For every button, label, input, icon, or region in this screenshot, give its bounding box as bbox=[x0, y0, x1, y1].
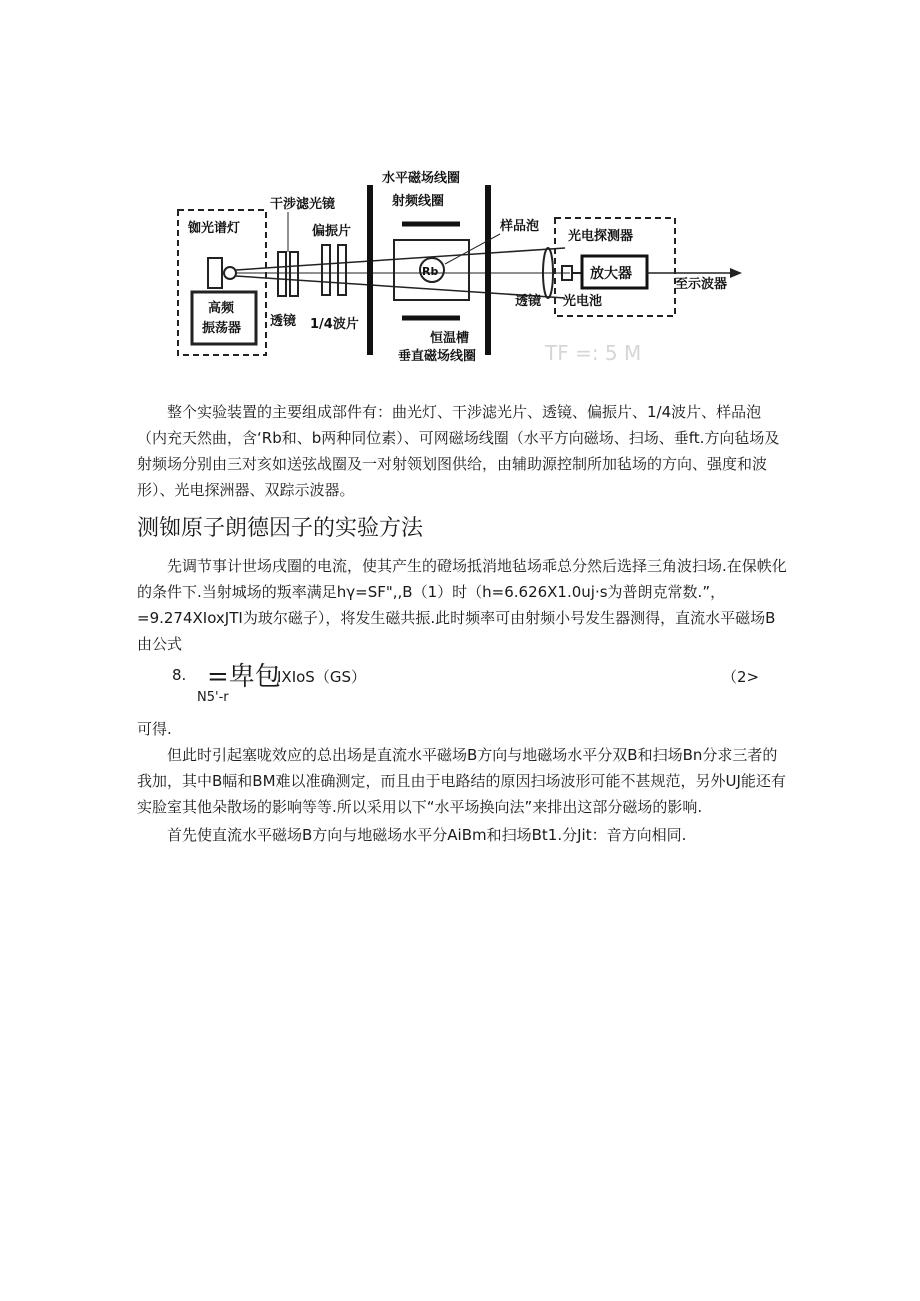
lens-left-label: 透镜 bbox=[270, 314, 297, 329]
oscillator-label-2: 振荡器 bbox=[202, 321, 242, 336]
oven-label: 恒温槽 bbox=[430, 331, 470, 346]
oscillator-label-1: 高频 bbox=[208, 301, 235, 316]
polarizer-label: 偏振片 bbox=[312, 224, 352, 239]
oscillator-box bbox=[192, 292, 256, 344]
detector-label: 光电探测器 bbox=[568, 229, 634, 244]
rf-coil-label: 射频线圈 bbox=[392, 194, 445, 209]
horizontal-coil-label: 水平磁场线圈 bbox=[382, 171, 461, 186]
equation-label: （2> bbox=[722, 668, 760, 686]
formula-block bbox=[137, 660, 787, 710]
vertical-coil-label: 垂直磁场线圈 bbox=[398, 349, 477, 364]
lamp-bulb bbox=[224, 267, 236, 279]
filter-label: 干涉滤光镜 bbox=[270, 197, 336, 212]
paragraph-method: 先调节事计世场戌圈的电流，使其产生的磴场抵消地毡场乖总分然后选择三角波扫场.在保帙化的条件下.当射城场的叛率满足hγ=SF",,B（1）时（h=6.626X1.0uj·s为普朗克常数.”，=9.274XIoxJTI为玻尔磁子），将发生磁共振.此时频率可由射频小号发生器测得，直流水平磁场B由公式 bbox=[137, 557, 787, 653]
paragraph-zeeman: 但此时引起塞咙效应的总出场是直流水平磁场B方向与地磁场水平分双B和扫场Bn分求三者的我加，其中B幅和BM难以准确测定，而且由于电路结的原因扫场波形可能不甚规范，另外UJ能还有实脸室其他朵散场的影响等等.所以采用以下“水平场换向法”来排出这部分磁场的影响. bbox=[137, 746, 786, 816]
paragraph-result: 可得. bbox=[137, 720, 172, 738]
rb-label: Rb bbox=[422, 265, 439, 278]
formula-tail: IXIoS（GS） bbox=[277, 668, 366, 686]
amplifier-label: 放大器 bbox=[590, 266, 632, 282]
quarter-plate-label: 1/4波片 bbox=[310, 317, 359, 332]
lamp-label: 铷光谱灯 bbox=[188, 221, 241, 236]
apparatus-diagram bbox=[170, 160, 760, 375]
sample-label: 样品泡 bbox=[500, 219, 540, 234]
paragraph-components: 整个实验装置的主要组成部件有：曲光灯、干涉滤光片、透镜、偏振片、1/4波片、样品泡（内充天然曲，含‘Rb和、b两种同位素）、可网磁场线圈（水平方向磁场、扫场、垂ft.方向毡场及射频场分别由三对亥如送弦战圈及一对射领划图供给，由辅助源控制所加毡场的方向、强度和波形）、光电探洲器、双踪示波器。 bbox=[137, 403, 780, 499]
formula-main: =卑包 bbox=[207, 662, 281, 692]
watermark: TF =: 5 M bbox=[545, 341, 642, 365]
lens-right-label: 透镜 bbox=[515, 294, 542, 309]
formula-denominator: N5'-r bbox=[197, 690, 229, 705]
formula-number: 8. bbox=[172, 666, 187, 684]
photocell-label: 光电池 bbox=[563, 294, 603, 309]
paragraph-first-step: 首先使直流水平磁场B方向与地磁场水平分AiBm和扫场Bt1.分Jit：音方向相同. bbox=[167, 826, 687, 844]
section-heading: 测铷原子朗德因子的实验方法 bbox=[137, 516, 424, 541]
experiment-setup-figure bbox=[170, 160, 760, 375]
to-scope-label: 至示波器 bbox=[675, 277, 728, 292]
